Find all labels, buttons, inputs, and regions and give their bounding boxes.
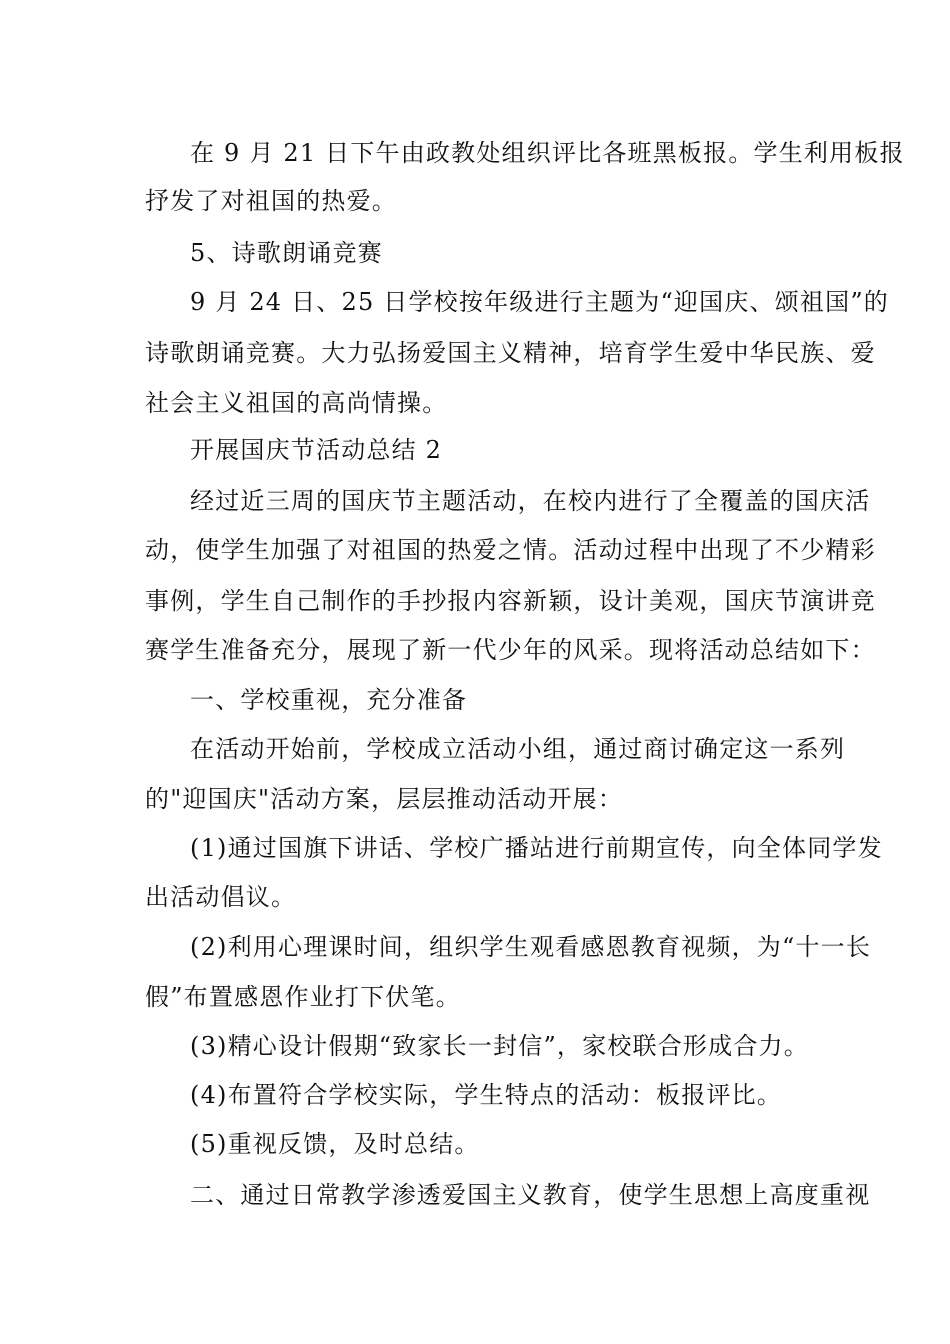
text-line: 诗歌朗诵竞赛。大力弘扬爱国主义精神，培育学生爱中华民族、爱 <box>145 339 876 367</box>
document-title: 开展国庆节活动总结 2 <box>190 436 443 464</box>
text-line: 事例，学生自己制作的手抄报内容新颖，设计美观，国庆节演讲竞 <box>145 587 876 615</box>
section-heading: 5、诗歌朗诵竞赛 <box>190 239 383 267</box>
text-line: 的"迎国庆"活动方案，层层推动活动开展： <box>145 785 624 813</box>
text-line: 经过近三周的国庆节主题活动，在校内进行了全覆盖的国庆活 <box>190 487 871 515</box>
section-heading: 一、学校重视，充分准备 <box>190 686 468 714</box>
text-line: 动，使学生加强了对祖国的热爱之情。活动过程中出现了不少精彩 <box>145 536 876 564</box>
text-line: 在活动开始前，学校成立活动小组，通过商讨确定这一系列 <box>190 735 846 763</box>
list-item: (2)利用心理课时间，组织学生观看感恩教育视频，为“十一长 <box>190 933 872 961</box>
text-line: 出活动倡议。 <box>145 883 297 911</box>
list-item: (1)通过国旗下讲话、学校广播站进行前期宣传，向全体同学发 <box>190 834 883 862</box>
list-item: (4)布置符合学校实际，学生特点的活动：板报评比。 <box>190 1081 782 1109</box>
text-line: 抒发了对祖国的热爱。 <box>145 187 397 215</box>
text-line: 社会主义祖国的高尚情操。 <box>145 389 448 417</box>
list-item: (3)精心设计假期“致家长一封信”，家校联合形成合力。 <box>190 1032 809 1060</box>
text-line: 9 月 24 日、25 日学校按年级进行主题为“迎国庆、颂祖国”的 <box>190 288 890 316</box>
text-line: 假”布置感恩作业打下伏笔。 <box>145 983 461 1011</box>
list-item: (5)重视反馈，及时总结。 <box>190 1130 480 1158</box>
section-heading: 二、通过日常教学渗透爱国主义教育，使学生思想上高度重视 <box>190 1181 871 1209</box>
text-line: 在 9 月 21 日下午由政教处组织评比各班黑板报。学生利用板报 <box>190 139 905 167</box>
text-line: 赛学生准备充分，展现了新一代少年的风采。现将活动总结如下： <box>145 636 876 664</box>
